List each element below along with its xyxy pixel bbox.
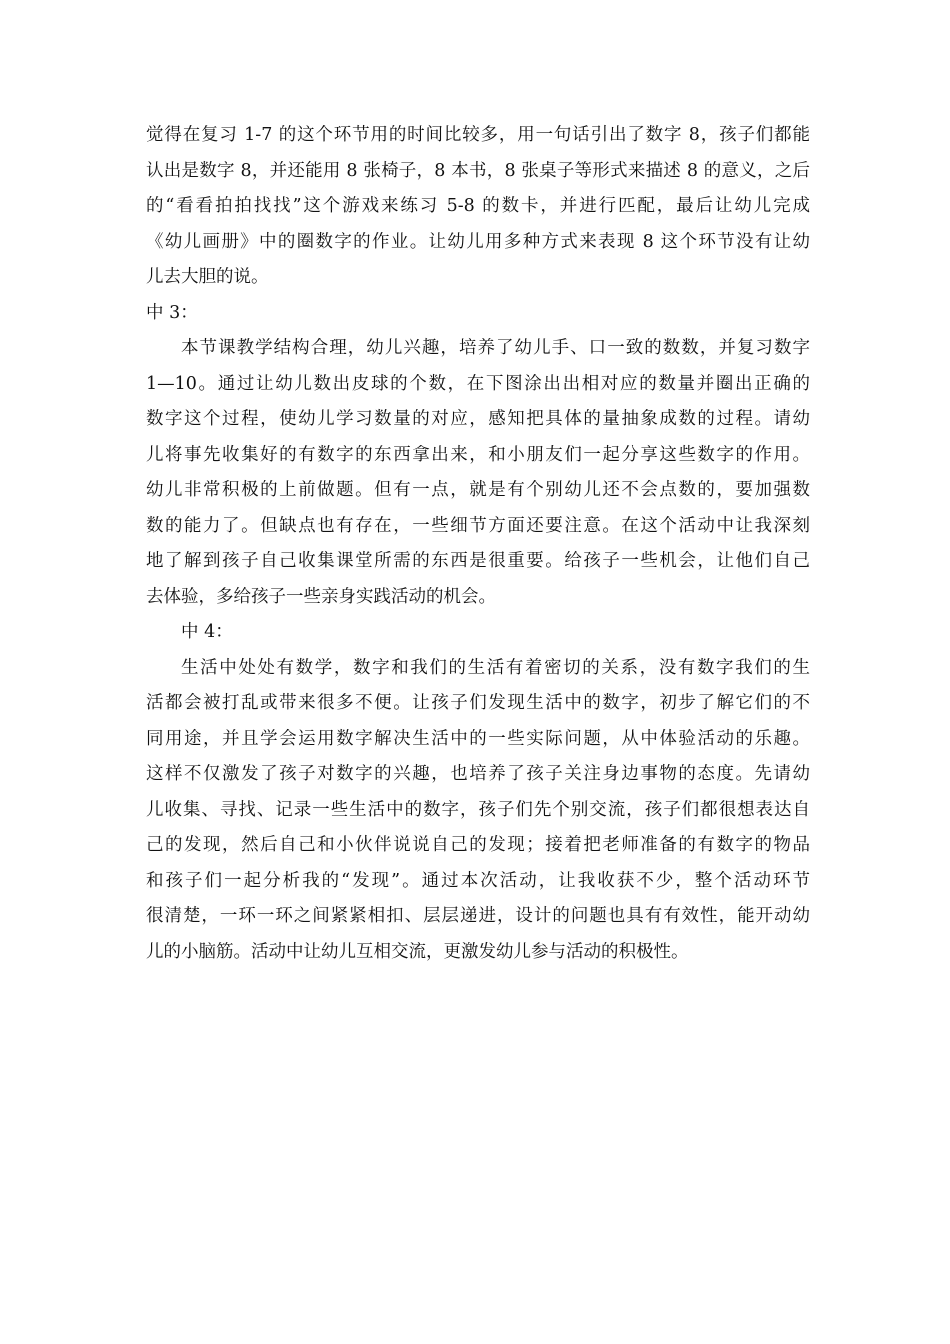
text-line: 儿去大胆的说。 xyxy=(146,267,269,287)
text-line: 1—10。通过让幼儿数出皮球的个数，在下图涂出出相对应的数量并圈出正确的 xyxy=(146,373,810,394)
text-line: 幼儿非常积极的上前做题。但有一点，就是有个别幼儿还不会点数的，要加强数 xyxy=(146,480,810,500)
document-body xyxy=(146,118,810,970)
text-line: 的“看看拍拍找找”这个游戏来练习 5-8 的数卡，并进行匹配，最后让幼儿完成 xyxy=(146,196,810,216)
text-line: 儿的小脑筋。活动中让幼儿互相交流，更激发幼儿参与活动的积极性。 xyxy=(146,941,689,962)
text-line: 儿收集、寻找、记录一些生活中的数字，孩子们先个别交流，孩子们都很想表达自 xyxy=(146,799,810,820)
paragraph-3 xyxy=(146,651,810,971)
text-line: 地了解到孩子自己收集课堂所需的东西是很重要。给孩子一些机会，让他们自己 xyxy=(146,551,810,571)
section-heading-4: 中 4： xyxy=(181,622,233,642)
text-line: 数的能力了。但缺点也有存在，一些细节方面还要注意。在这个活动中让我深刻 xyxy=(146,515,810,536)
text-line: 和孩子们一起分析我的“发现”。通过本次活动，让我收获不少，整个活动环节 xyxy=(146,870,810,891)
text-line: 很清楚，一环一环之间紧紧相扣、层层递进，设计的问题也具有有效性，能开动幼 xyxy=(146,906,810,926)
text-line: 这样不仅激发了孩子对数字的兴趣，也培养了孩子关注身边事物的态度。先请幼 xyxy=(146,764,810,784)
paragraph-1 xyxy=(146,118,810,296)
paragraph-2 xyxy=(146,331,810,615)
text-line: 儿将事先收集好的有数字的东西拿出来，和小朋友们一起分享这些数字的作用。 xyxy=(146,444,810,465)
text-line: 数字这个过程，使幼儿学习数量的对应，感知把具体的量抽象成数的过程。请幼 xyxy=(146,409,810,429)
text-line: 去体验，多给孩子一些亲身实践活动的机会。 xyxy=(146,586,496,607)
section-heading-3: 中 3： xyxy=(146,302,198,323)
text-line: 本节课教学结构合理，幼儿兴趣，培养了幼儿手、口一致的数数，并复习数字 xyxy=(181,338,810,358)
text-line: 生活中处处有数学，数字和我们的生活有着密切的关系，没有数字我们的生 xyxy=(181,657,810,678)
text-line: 觉得在复习 1-7 的这个环节用的时间比较多，用一句话引出了数字 8，孩子们都能 xyxy=(146,125,810,145)
text-line: 《幼儿画册》中的圈数字的作业。让幼儿用多种方式来表现 8 这个环节没有让幼 xyxy=(146,231,810,252)
text-line: 活都会被打乱或带来很多不便。让孩子们发现生活中的数字，初步了解它们的不 xyxy=(146,693,810,713)
text-line: 认出是数字 8，并还能用 8 张椅子，8 本书，8 张桌子等形式来描述 8 的意义，之后 xyxy=(146,160,810,181)
text-line: 同用途，并且学会运用数字解决生活中的一些实际问题，从中体验活动的乐趣。 xyxy=(146,728,810,749)
text-line: 己的发现，然后自己和小伙伴说说自己的发现；接着把老师准备的有数字的物品 xyxy=(146,835,810,855)
